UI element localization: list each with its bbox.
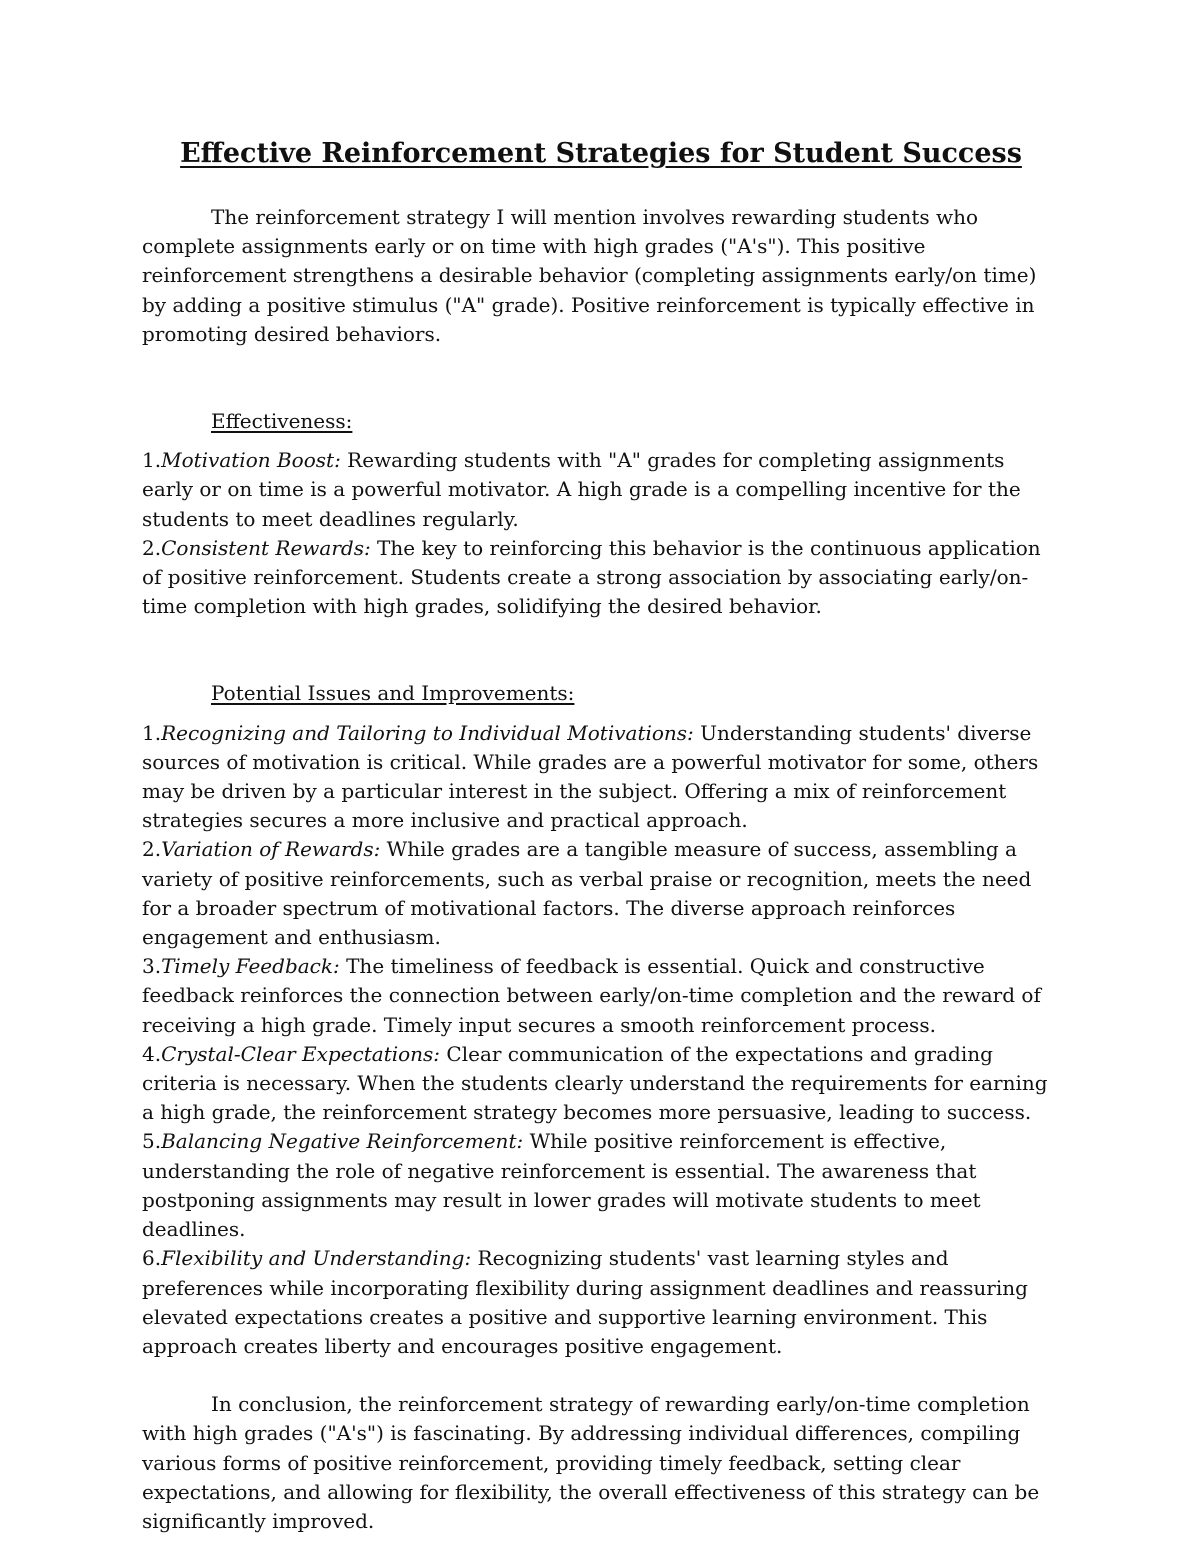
- item-number: 2.: [142, 535, 162, 560]
- item-term: Flexibility and Understanding:: [161, 1246, 472, 1271]
- item-number: 1.: [142, 448, 162, 473]
- issues-heading: Potential Issues and Improvements:: [211, 681, 575, 706]
- item-text: Clear communication of the expectations and grading criteria is necessary. When the students clearly understand the requirements for earning a high grade, the reinforcement strategy becomes more persuasive, leading to success.: [142, 1041, 1048, 1125]
- item-number: 1.: [142, 720, 162, 745]
- issue-item: [142, 719, 1060, 836]
- item-term: Consistent Rewards:: [161, 535, 371, 560]
- section-spacer: [142, 621, 1060, 679]
- effectiveness-item: [142, 446, 1060, 534]
- heading-spacer: [142, 436, 1060, 446]
- conclusion-paragraph: In conclusion, the reinforcement strategy of rewarding early/on-time completion with high grades ("A's") is fascinating. By addressing individual differences, compiling various forms of positive reinforcement, providing timely feedback, setting clear expectations, and allowing for flexibility, the overall effectiveness of this strategy can be significantly improved.: [142, 1392, 1040, 1533]
- item-term: Variation of Rewards:: [161, 837, 381, 862]
- heading-spacer: [142, 709, 1060, 719]
- section-spacer: [142, 349, 1060, 407]
- item-number: 5.: [142, 1129, 162, 1154]
- item-number: 3.: [142, 954, 162, 979]
- item-text: The timeliness of feedback is essential. Quick and constructive feedback reinforces the connection between early/on-time completion and the reward of receiving a high grade. Timely input secures a smooth reinforcement process.: [142, 954, 1041, 1037]
- issue-item: [142, 1244, 1060, 1361]
- item-text: Rewarding students with "A" grades for completing assignments early or on time is a powerful motivator. A high grade is a compelling incentive for the students to meet deadlines regularly.: [142, 448, 1021, 531]
- item-text: While positive reinforcement is effective, understanding the role of negative reinforcement is essential. The awareness that postponing assignments may result in lower grades will motivate students to meet deadlines.: [142, 1129, 981, 1242]
- item-term: Recognizing and Tailoring to Individual Motivations:: [161, 720, 694, 745]
- item-number: 4.: [142, 1041, 162, 1066]
- item-number: 6.: [142, 1246, 162, 1271]
- issue-item: [142, 1127, 1060, 1244]
- item-text: While grades are a tangible measure of success, assembling a variety of positive reinforcements, such as verbal praise or recognition, meets the need for a broader spectrum of motivational factors. The diverse approach reinforces engagement and enthusiasm.: [142, 837, 1032, 950]
- effectiveness-heading: Effectiveness:: [211, 409, 353, 434]
- effectiveness-item: [142, 534, 1060, 622]
- item-term: Motivation Boost:: [161, 448, 341, 473]
- conclusion-spacer: [142, 1361, 1060, 1390]
- item-term: Crystal-Clear Expectations:: [161, 1041, 441, 1066]
- issue-item: [142, 952, 1060, 1040]
- item-text: Understanding students' diverse sources of motivation is critical. While grades are a powerful motivator for some, others may be driven by a particular interest in the subject. Offering a mix of reinforcement strategies secures a more inclusive and practical approach.: [142, 720, 1039, 833]
- item-number: 2.: [142, 837, 162, 862]
- item-term: Balancing Negative Reinforcement:: [161, 1129, 524, 1154]
- document-content: [142, 136, 1060, 1536]
- intro-paragraph: The reinforcement strategy I will mention involves rewarding students who complete assignments early or on time with high grades ("A's"). This positive reinforcement strengthens a desirable behavior (completing assignments early/on time) by adding a positive stimulus ("A" grade). Positive reinforcement is typically effective in promoting desired behaviors.: [142, 205, 1037, 346]
- issue-item: [142, 1040, 1060, 1128]
- document-title: Effective Reinforcement Strategies for Student Success: [180, 138, 1022, 169]
- item-text: The key to reinforcing this behavior is the continuous application of positive reinforcement. Students create a strong association by associating early/on-time completion with high grades, solidifying the desired behavior.: [142, 535, 1041, 619]
- item-term: Timely Feedback:: [161, 954, 340, 979]
- issue-item: [142, 835, 1060, 952]
- item-text: Recognizing students' vast learning styles and preferences while incorporating flexibility during assignment deadlines and reassuring elevated expectations creates a positive and supportive learning environment. This approach creates liberty and encourages positive engagement.: [142, 1246, 1028, 1358]
